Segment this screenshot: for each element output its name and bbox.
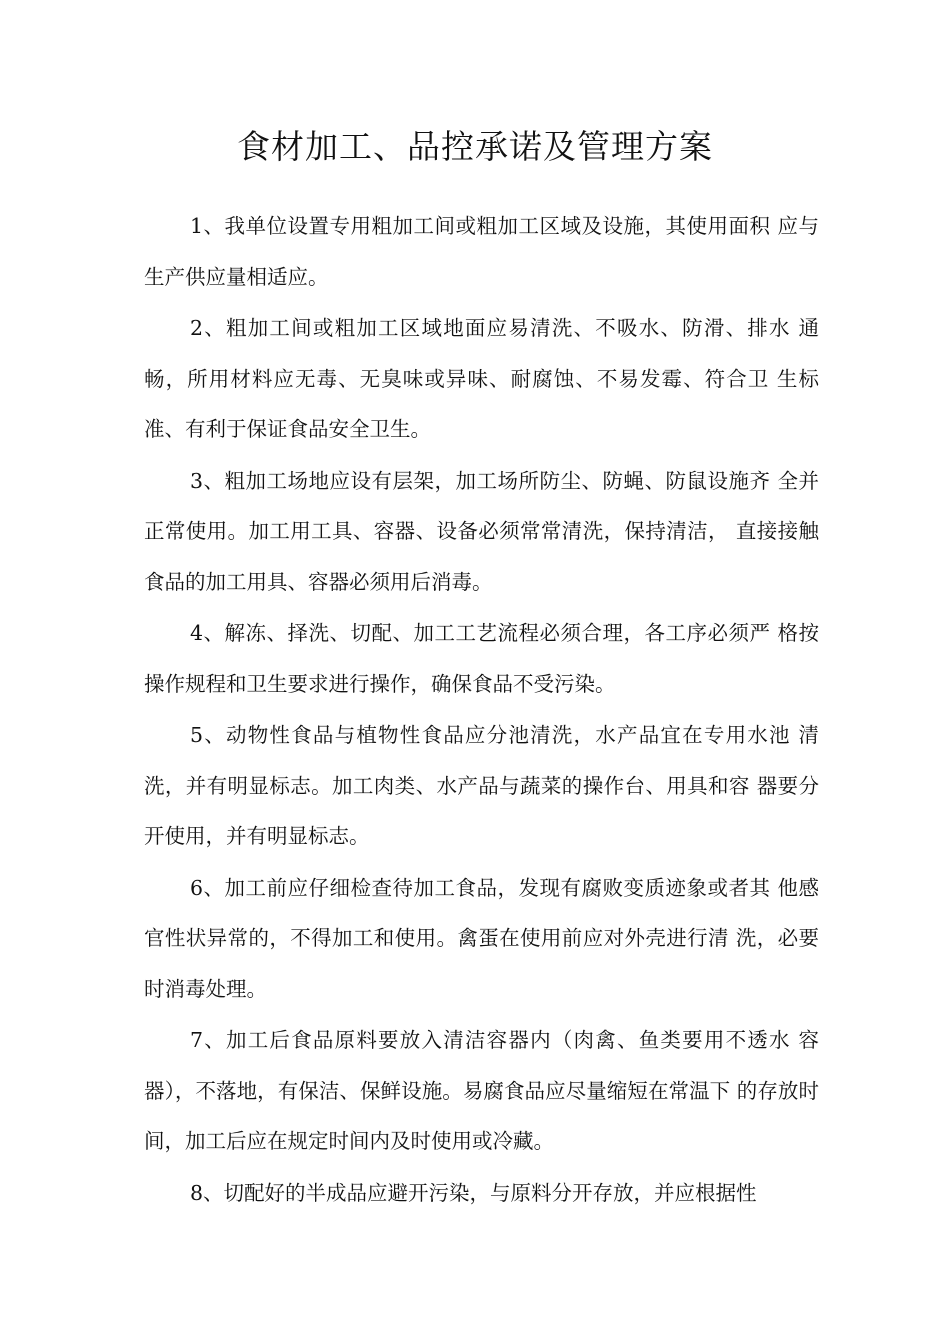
paragraph-7: 7、加工后食品原料要放入清洁容器内（肉禽、鱼类要用不透水 容器），不落地，有保洁、保鲜设施。易腐食品应尽量缩短在常温下 的存放时间，加工后应在规定时间内及时使用或冷藏。 (144, 1028, 819, 1153)
document-title: 食材加工、品控承诺及管理方案 (237, 127, 713, 166)
paragraph-4: 4、解冻、择洗、切配、加工工艺流程必须合理，各工序必须严 格按操作规程和卫生要求进行操作，确保食品不受污染。 (144, 621, 819, 696)
paragraph-6: 6、加工前应仔细检查待加工食品，发现有腐败变质迹象或者其 他感官性状异常的，不得加工和使用。禽蛋在使用前应对外壳进行清 洗，必要时消毒处理。 (144, 875, 819, 1001)
paragraph-8: 8、切配好的半成品应避开污染，与原料分开存放，并应根据性 (190, 1180, 757, 1205)
paragraph-2: 2、粗加工间或粗加工区域地面应易清洗、不吸水、防滑、排水 通畅，所用材料应无毒、无臭味或异味、耐腐蚀、不易发霉、符合卫 生标准、有利于保证食品安全卫生。 (144, 316, 819, 441)
document-body (144, 201, 819, 1219)
paragraph-5: 5、动物性食品与植物性食品应分池清洗，水产品宜在专用水池 清洗，并有明显标志。加工肉类、水产品与蔬菜的操作台、用具和容 器要分开使用，并有明显标志。 (144, 723, 819, 848)
paragraph-3: 3、粗加工场地应设有层架，加工场所防尘、防蝇、防鼠设施齐 全并正常使用。加工用工具、容器、设备必须常常清洗，保持清洁， 直接接触食品的加工用具、容器必须用后消毒。 (144, 468, 819, 594)
paragraph-1: 1、我单位设置专用粗加工间或粗加工区域及设施，其使用面积 应与生产供应量相适应。 (144, 214, 819, 289)
